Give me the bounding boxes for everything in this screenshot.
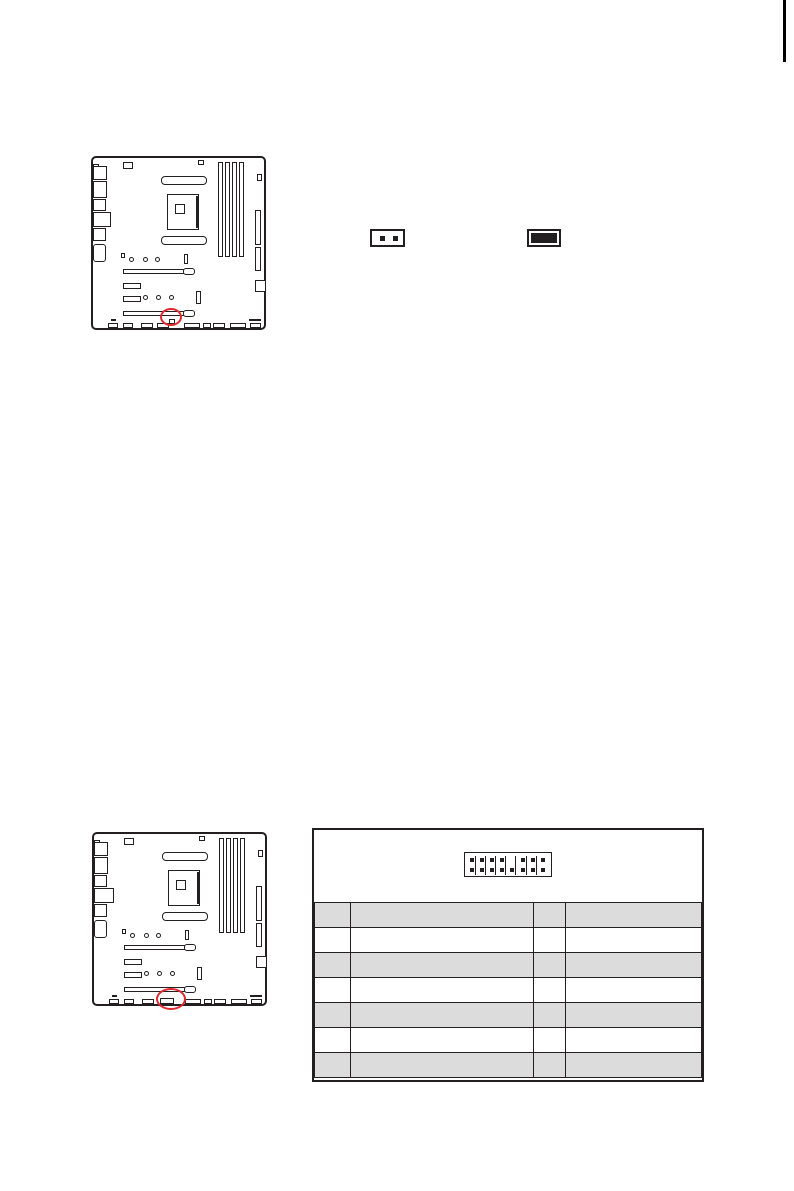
io-port: [94, 888, 114, 903]
m2-slot: [197, 967, 202, 980]
header: [112, 995, 117, 997]
header: [250, 323, 261, 328]
dimm-slot: [225, 162, 230, 257]
mount-hole: [156, 933, 161, 938]
dimm-slot: [232, 162, 237, 257]
mount-hole: [170, 971, 175, 976]
mount-hole: [156, 295, 161, 300]
label-plate: [123, 296, 141, 302]
mount-hole: [130, 933, 135, 938]
mount-hole: [143, 257, 148, 262]
small-chip: [121, 253, 125, 258]
header: [230, 323, 246, 328]
header: [124, 999, 134, 1004]
table-row: [315, 1003, 702, 1028]
label-plate: [124, 959, 142, 965]
header: [214, 999, 226, 1004]
header: [199, 836, 205, 841]
table-row: [315, 1053, 702, 1078]
header: [123, 323, 133, 328]
pcie-latch: [184, 986, 196, 993]
cpu-chip: [175, 204, 185, 214]
label-plate: [123, 283, 141, 289]
table-header-cell: [315, 903, 351, 928]
mount-hole: [129, 257, 134, 262]
table-row: [315, 928, 702, 953]
header: [231, 999, 247, 1004]
socket-edge: [197, 872, 200, 904]
jumper-closed-diagram: [527, 229, 561, 247]
connector: [257, 174, 262, 181]
battery: [255, 280, 266, 292]
dimm-slot: [233, 838, 238, 933]
pcie-latch: [183, 268, 195, 275]
header: [123, 162, 133, 169]
io-port: [94, 875, 107, 887]
header: [184, 323, 200, 328]
pin-definition-box: [312, 828, 704, 1082]
header: [185, 999, 201, 1004]
mount-hole: [144, 933, 149, 938]
atx-power: [256, 886, 262, 921]
connector: [258, 850, 263, 857]
heatsink-bracket: [161, 236, 207, 245]
heatsink-bracket: [162, 912, 208, 921]
pcie-slot: [124, 945, 186, 950]
battery: [256, 956, 267, 968]
highlight-circle: [160, 308, 182, 326]
heatsink-bracket: [161, 176, 207, 185]
header: [203, 323, 211, 328]
sata: [256, 923, 262, 947]
cpu-chip: [176, 880, 186, 890]
jumper-open-diagram: [370, 229, 405, 247]
table-header-cell: [350, 903, 534, 928]
mount-hole: [157, 971, 162, 976]
pcie-latch: [184, 944, 196, 951]
mount-hole: [144, 971, 149, 976]
small-chip: [122, 929, 126, 934]
header: [124, 838, 134, 845]
header: [251, 999, 262, 1004]
header: [213, 323, 225, 328]
io-port: [94, 920, 107, 938]
page-edge-mark: [783, 0, 786, 62]
io-port: [94, 857, 108, 874]
dimm-slot: [226, 838, 231, 933]
m2-slot: [184, 254, 188, 264]
mount-hole: [143, 295, 148, 300]
io-port: [93, 181, 107, 198]
header: [108, 323, 118, 328]
pin-table: [314, 902, 702, 1078]
label-plate: [124, 972, 142, 978]
sata: [255, 247, 261, 271]
m2-slot: [185, 930, 189, 940]
header: [141, 323, 153, 328]
atx-power: [255, 210, 261, 245]
pcie-slot: [123, 269, 185, 274]
header: [109, 999, 119, 1004]
mount-hole: [155, 257, 160, 262]
io-port: [94, 842, 108, 856]
io-port: [93, 212, 111, 227]
dimm-slot: [218, 162, 223, 257]
header: [249, 319, 261, 321]
io-port: [93, 228, 106, 241]
motherboard-diagram-bottom: [92, 832, 267, 1006]
header: [111, 319, 116, 321]
dimm-slot: [239, 162, 244, 257]
mount-hole: [169, 295, 174, 300]
table-row: [315, 953, 702, 978]
dimm-slot: [219, 838, 224, 933]
table-row: [315, 978, 702, 1003]
io-port: [93, 244, 106, 262]
table-header-row: [315, 903, 702, 928]
header: [250, 995, 262, 997]
heatsink-bracket: [162, 852, 208, 861]
table-row: [315, 1028, 702, 1053]
highlight-circle: [156, 988, 186, 1010]
pin-header-diagram: [464, 852, 552, 877]
dimm-slot: [240, 838, 245, 933]
socket-edge: [196, 196, 199, 228]
io-port: [93, 199, 106, 211]
header: [204, 999, 212, 1004]
table-header-cell: [566, 903, 702, 928]
table-header-cell: [534, 903, 566, 928]
motherboard-diagram-top: [91, 156, 266, 330]
io-port: [93, 166, 107, 180]
pcie-latch: [183, 310, 195, 317]
header: [142, 999, 154, 1004]
io-port: [94, 904, 107, 917]
header: [198, 160, 204, 165]
m2-slot: [196, 291, 201, 304]
